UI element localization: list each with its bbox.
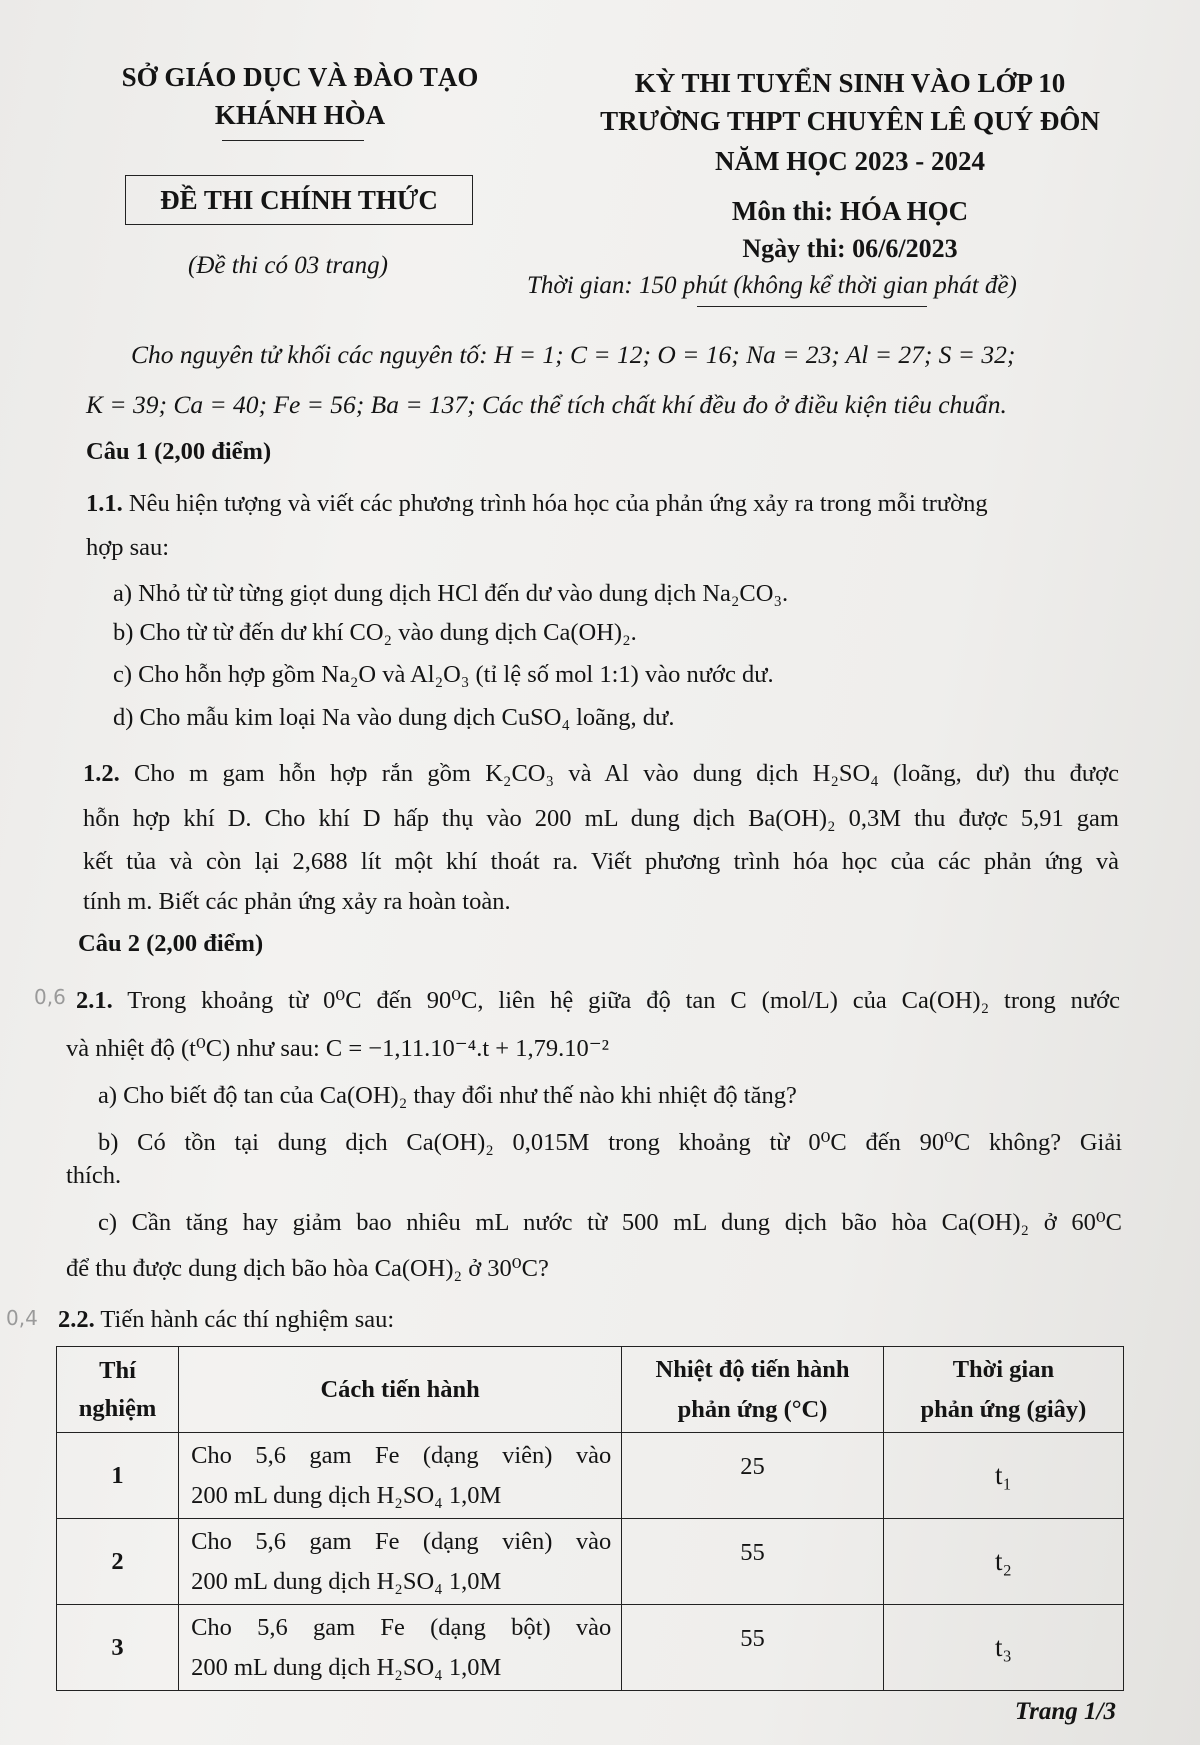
row-procedure-line2: [191, 1654, 501, 1681]
margin-score-mark-2: 0,4: [6, 1306, 38, 1330]
school-name: TRƯỜNG THPT CHUYÊN LÊ QUÝ ĐÔN: [600, 106, 1100, 136]
q2-1-b-end: không? Giải: [970, 1129, 1123, 1156]
row-procedure-line2-b: 1,0M: [442, 1567, 502, 1595]
department-name: SỞ GIÁO DỤC VÀ ĐÀO TẠO: [121, 62, 479, 92]
q2-1-a-end: thay đổi như thế nào khi nhiệt độ tăng?: [407, 1082, 797, 1109]
q1-1-a-text: a) Nhỏ từ từ từng giọt dung dịch HCl đến dư vào dung dịch: [113, 580, 703, 607]
question-2-title: Câu 2 (2,00 điểm): [78, 930, 264, 957]
row-procedure-line2-a: 200 mL dung dịch: [191, 1653, 377, 1681]
q1-2-line2: [83, 805, 1119, 833]
formula-caoh2: Ca(OH)₂: [901, 987, 990, 1014]
header-temperature-line2: phản ứng (°C): [677, 1395, 828, 1423]
row-procedure: [179, 1433, 622, 1519]
header-experiment-line1: Thí: [99, 1356, 136, 1384]
q1-1-b-text: b) Cho từ từ đến dư khí: [113, 619, 350, 646]
province-underline: [222, 140, 364, 141]
province-name: KHÁNH HÒA: [214, 100, 386, 130]
row-procedure-line2-b: 1,0M: [442, 1653, 502, 1681]
q1-2-line1: [83, 760, 1119, 788]
q2-1-c-text: c) Cần tăng hay giảm bao nhiêu mL nước từ 500 mL dung dịch bão hòa: [98, 1209, 942, 1236]
q2-1-line1: [76, 985, 1120, 1015]
q2-2-text: Tiến hành các thí nghiệm sau:: [94, 1306, 395, 1333]
formula-co2: CO₂: [349, 619, 393, 646]
formula-h2so4: H₂SO₄: [812, 760, 879, 787]
formula-cuso4: CuSO₄: [501, 704, 570, 731]
header-time-line2: phản ứng (giây): [920, 1395, 1087, 1423]
time-underline: [697, 306, 927, 307]
row-number: 3: [57, 1605, 179, 1691]
q2-1-b-mid: 0,015M trong khoảng từ: [493, 1129, 809, 1156]
formula-caoh2: Ca(OH)₂.: [543, 619, 637, 646]
formula-caoh2: Ca(OH)₂: [374, 1255, 463, 1282]
row-procedure: [179, 1519, 622, 1605]
row-procedure-line2-b: 1,0M: [442, 1481, 502, 1509]
formula-caoh2: Ca(OH)₂: [406, 1129, 494, 1156]
atomic-masses-line1: Cho nguyên tử khối các nguyên tố: H = 1; C = 12; O = 16; Na = 23; Al = 27; S = 32;: [131, 340, 1016, 369]
table-row: [57, 1605, 1124, 1691]
formula-baoh2: Ba(OH)₂: [748, 805, 836, 832]
q2-1-a-text: a) Cho biết độ tan của: [98, 1082, 320, 1109]
row-temperature: 25: [622, 1433, 884, 1519]
q2-1-text-b: đến: [361, 987, 427, 1014]
row-procedure-line2: [191, 1568, 501, 1595]
formula-h2so4: H₂SO₄: [376, 1653, 443, 1681]
q1-2-label: 1.2.: [83, 760, 120, 787]
temp-0c: 0⁰C: [808, 1129, 847, 1156]
pages-note: (Đề thi có 03 trang): [188, 252, 388, 279]
row-procedure-line1: Cho 5,6 gam Fe (dạng viên) vào: [191, 1527, 612, 1555]
formula-k2co3: K₂CO₃: [485, 760, 555, 787]
formula-caoh2: Ca(OH)₂: [941, 1209, 1030, 1236]
q1-1-a: [113, 580, 788, 608]
solubility-equation: C = −1,11.10⁻⁴.t + 1,79.10⁻²: [325, 1035, 609, 1062]
q2-1-b-line2: thích.: [66, 1162, 122, 1189]
q1-2-line4: tính m. Biết các phản ứng xảy ra hoàn toàn.: [83, 888, 511, 915]
row-time: t₂: [883, 1519, 1123, 1605]
q1-1-label: 1.1.: [86, 490, 123, 517]
row-time: t₃: [883, 1605, 1123, 1691]
q2-2-label: 2.2.: [58, 1306, 95, 1333]
temp-90c: 90⁰C: [919, 1129, 971, 1156]
q1-1-c-text: c) Cho hỗn hợp gồm: [113, 661, 322, 688]
q2-1-b-mid2: đến: [846, 1129, 920, 1156]
q2-1-c-line1: [98, 1207, 1122, 1237]
q1-1-c-mid: và: [376, 661, 411, 688]
header-time: [883, 1347, 1123, 1433]
header-procedure: [179, 1347, 622, 1433]
exam-date: Ngày thi: 06/6/2023: [742, 234, 958, 263]
temp-0c: 0⁰C: [323, 987, 362, 1014]
header-experiment-line2: nghiệm: [78, 1394, 157, 1422]
q1-2-text-a: Cho m gam hỗn hợp rắn gồm: [134, 760, 486, 787]
q1-2-line2-b: 0,3M thu được 5,91 gam: [835, 805, 1119, 832]
margin-score-mark-1: 0,6: [34, 985, 66, 1009]
q1-1-line1: [86, 490, 988, 518]
header-experiment: [57, 1347, 179, 1433]
q2-1-line2: [66, 1033, 609, 1063]
q2-1-a: [98, 1082, 797, 1110]
q1-2-text-b: và Al vào dung dịch: [554, 760, 813, 787]
formula-h2so4: H₂SO₄: [376, 1481, 443, 1509]
row-time: t₁: [883, 1433, 1123, 1519]
school-year: NĂM HỌC 2023 - 2024: [715, 146, 985, 176]
row-procedure-line2-a: 200 mL dung dịch: [191, 1481, 377, 1509]
q1-1-line2: hợp sau:: [86, 534, 170, 561]
table-header-row: [57, 1347, 1124, 1433]
subject: Môn thi: HÓA HỌC: [731, 196, 969, 226]
q2-1-text-d: trong nước: [989, 987, 1121, 1014]
q2-1-text-c: , liên hệ giữa độ tan C (mol/L) của: [477, 987, 902, 1014]
q1-1-d: [113, 704, 674, 732]
table-row: [57, 1519, 1124, 1605]
q2-1-c-line2: [66, 1253, 549, 1283]
row-number: 1: [57, 1433, 179, 1519]
q2-1-b-line1: [98, 1127, 1122, 1157]
q2-1-b-text: b) Có tồn tại dung dịch: [98, 1129, 407, 1156]
q1-1-c: [113, 661, 774, 689]
q2-1-c-line2-a: để thu được dung dịch bão hòa: [66, 1255, 375, 1282]
temp-30c: 30⁰C: [487, 1255, 538, 1282]
formula-na2co3: Na₂CO₃.: [702, 580, 789, 607]
q1-1-text: Nêu hiện tượng và viết các phương trình hóa học của phản ứng xảy ra trong mỗi trường: [128, 490, 988, 517]
row-procedure-line1: Cho 5,6 gam Fe (dạng viên) vào: [191, 1441, 612, 1469]
row-procedure-line1: Cho 5,6 gam Fe (dạng bột) vào: [191, 1613, 612, 1641]
q1-1-b-mid: vào dung dịch: [392, 619, 544, 646]
atomic-masses-line2: K = 39; Ca = 40; Fe = 56; Ba = 137; Các thể tích chất khí đều đo ở điều kiện tiêu chuẩn.: [86, 390, 1007, 419]
row-temperature: 55: [622, 1519, 884, 1605]
q2-1-c-line2-b: ở: [462, 1255, 488, 1282]
q1-2-line2-a: hỗn hợp khí D. Cho khí D hấp thụ vào 200 mL dung dịch: [83, 805, 749, 832]
header-procedure-text: Cách tiến hành: [320, 1375, 480, 1403]
header-temperature-line1: Nhiệt độ tiến hành: [655, 1355, 850, 1383]
formula-na2o: Na₂O: [321, 661, 377, 688]
temp-90c: 90⁰C: [426, 987, 478, 1014]
official-exam-label: [125, 175, 473, 225]
q1-2-line3: kết tủa và còn lại 2,688 lít một khí thoát ra. Viết phương trình hóa học của các phản ứng và: [83, 848, 1119, 875]
q2-1-c-mid: ở: [1029, 1209, 1072, 1236]
experiment-table: [56, 1346, 1124, 1691]
official-exam-text: ĐỀ THI CHÍNH THỨC: [160, 184, 438, 215]
q2-1-line2-a: và nhiệt độ: [66, 1035, 181, 1062]
formula-caoh2: Ca(OH)₂: [319, 1082, 408, 1109]
q1-2-text-c: (loãng, dư) thu được: [878, 760, 1119, 787]
q2-1-c-line2-c: ?: [537, 1255, 549, 1282]
temp-variable: (t⁰C): [181, 1035, 231, 1062]
formula-al2o3: Al₂O₃: [410, 661, 470, 688]
q1-1-c-end: (tỉ lệ số mol 1:1) vào nước dư.: [469, 661, 774, 688]
exam-title: KỲ THI TUYỂN SINH VÀO LỚP 10: [634, 68, 1066, 98]
temp-60c: 60⁰C: [1071, 1209, 1122, 1236]
q2-1-line2-b: như sau:: [230, 1035, 326, 1062]
row-procedure: [179, 1605, 622, 1691]
q2-1-text-a: Trong khoảng từ: [127, 987, 324, 1014]
table-row: [57, 1433, 1124, 1519]
page-number: Trang 1/3: [1014, 1698, 1116, 1725]
exam-time: Thời gian: 150 phút (không kể thời gian phát đề): [527, 272, 1017, 299]
row-temperature: 55: [622, 1605, 884, 1691]
header-time-line1: Thời gian: [952, 1355, 1055, 1383]
question-1-title: Câu 1 (2,00 điểm): [86, 438, 272, 465]
header-temperature: [622, 1347, 884, 1433]
q1-1-d-text: d) Cho mẫu kim loại Na vào dung dịch: [113, 704, 502, 731]
row-number: 2: [57, 1519, 179, 1605]
q1-1-b: [113, 619, 637, 647]
row-procedure-line2-a: 200 mL dung dịch: [191, 1567, 377, 1595]
q2-2-heading: [58, 1306, 394, 1334]
formula-h2so4: H₂SO₄: [376, 1567, 443, 1595]
row-procedure-line2: [191, 1482, 501, 1509]
q2-1-label: 2.1.: [76, 987, 113, 1014]
q1-1-d-end: loãng, dư.: [569, 704, 675, 731]
